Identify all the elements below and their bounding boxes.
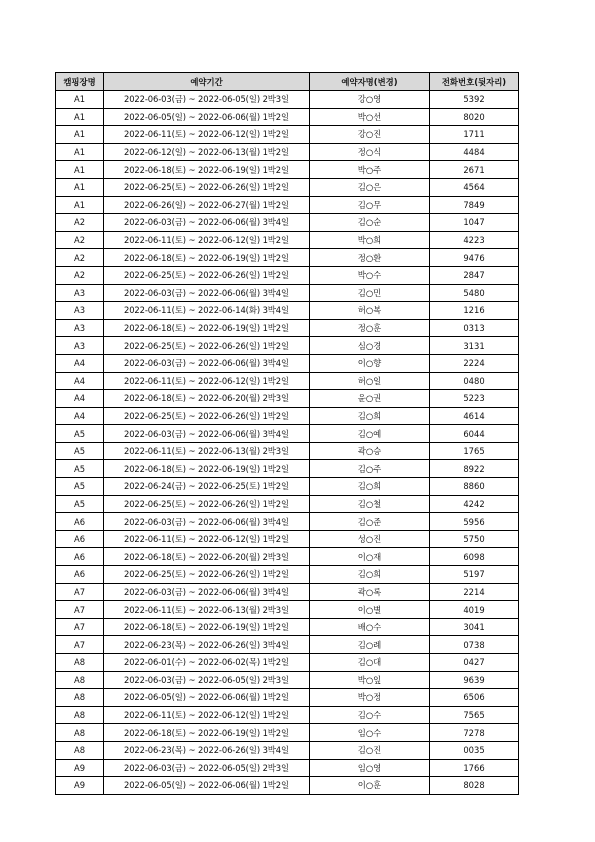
table-row: [56, 143, 519, 161]
campsite-cell: A8: [56, 671, 104, 689]
phone-cell: 1766: [430, 759, 519, 777]
campsite-cell: A8: [56, 741, 104, 759]
table-row: [56, 601, 519, 619]
reserver-cell: 이○재: [310, 548, 430, 566]
period-cell: 2022-06-03(금) ~ 2022-06-05(일) 2박3일: [104, 759, 310, 777]
table-row: [56, 724, 519, 742]
table-row: [56, 741, 519, 759]
reserver-cell: 박○잎: [310, 671, 430, 689]
phone-cell: 8020: [430, 108, 519, 126]
reserver-cell: 곽○록: [310, 583, 430, 601]
period-cell: 2022-06-01(수) ~ 2022-06-02(목) 1박2일: [104, 654, 310, 672]
period-cell: 2022-06-24(금) ~ 2022-06-25(토) 1박2일: [104, 478, 310, 496]
period-cell: 2022-06-11(토) ~ 2022-06-12(일) 1박2일: [104, 372, 310, 390]
phone-cell: 2671: [430, 161, 519, 179]
period-cell: 2022-06-18(토) ~ 2022-06-20(월) 2박3일: [104, 548, 310, 566]
reserver-cell: 박○선: [310, 108, 430, 126]
reserver-cell: 김○무: [310, 196, 430, 214]
phone-cell: 3041: [430, 618, 519, 636]
period-cell: 2022-06-18(토) ~ 2022-06-19(일) 1박2일: [104, 249, 310, 267]
campsite-cell: A7: [56, 618, 104, 636]
campsite-cell: A8: [56, 654, 104, 672]
period-cell: 2022-06-18(토) ~ 2022-06-20(월) 2박3일: [104, 390, 310, 408]
table-row: [56, 354, 519, 372]
campsite-cell: A4: [56, 407, 104, 425]
period-cell: 2022-06-11(토) ~ 2022-06-12(일) 1박2일: [104, 530, 310, 548]
period-cell: 2022-06-11(토) ~ 2022-06-13(월) 2박3일: [104, 442, 310, 460]
table-row: [56, 249, 519, 267]
period-cell: 2022-06-03(금) ~ 2022-06-06(월) 3박4일: [104, 214, 310, 232]
period-cell: 2022-06-11(토) ~ 2022-06-14(화) 3박4일: [104, 302, 310, 320]
table-row: [56, 337, 519, 355]
campsite-cell: A6: [56, 566, 104, 584]
table-row: [56, 583, 519, 601]
reserver-cell: 김○준: [310, 513, 430, 531]
period-cell: 2022-06-25(토) ~ 2022-06-26(일) 1박2일: [104, 407, 310, 425]
table-row: [56, 636, 519, 654]
phone-cell: 6044: [430, 425, 519, 443]
table-row: [56, 478, 519, 496]
period-cell: 2022-06-23(목) ~ 2022-06-26(일) 3박4일: [104, 741, 310, 759]
reservation-table: [55, 72, 519, 795]
period-cell: 2022-06-25(토) ~ 2022-06-26(일) 1박2일: [104, 495, 310, 513]
phone-cell: 8922: [430, 460, 519, 478]
period-cell: 2022-06-18(토) ~ 2022-06-19(일) 1박2일: [104, 724, 310, 742]
period-cell: 2022-06-23(목) ~ 2022-06-26(일) 3박4일: [104, 636, 310, 654]
reserver-cell: 김○민: [310, 284, 430, 302]
period-cell: 2022-06-11(토) ~ 2022-06-13(월) 2박3일: [104, 601, 310, 619]
period-cell: 2022-06-25(토) ~ 2022-06-26(일) 1박2일: [104, 566, 310, 584]
table-row: [56, 108, 519, 126]
reserver-cell: 김○예: [310, 425, 430, 443]
campsite-cell: A6: [56, 530, 104, 548]
reserver-cell: 김○진: [310, 741, 430, 759]
table-row: [56, 284, 519, 302]
period-cell: 2022-06-12(일) ~ 2022-06-13(월) 1박2일: [104, 143, 310, 161]
campsite-cell: A2: [56, 266, 104, 284]
reserver-cell: 정○환: [310, 249, 430, 267]
phone-cell: 5223: [430, 390, 519, 408]
reserver-cell: 윤○권: [310, 390, 430, 408]
period-cell: 2022-06-03(금) ~ 2022-06-06(월) 3박4일: [104, 354, 310, 372]
phone-cell: 0480: [430, 372, 519, 390]
table-row: [56, 390, 519, 408]
table-row: [56, 671, 519, 689]
table-row: [56, 495, 519, 513]
reserver-cell: 박○정: [310, 689, 430, 707]
campsite-cell: A3: [56, 319, 104, 337]
period-cell: 2022-06-18(토) ~ 2022-06-19(일) 1박2일: [104, 618, 310, 636]
reserver-cell: 정○훈: [310, 319, 430, 337]
reserver-cell: 박○희: [310, 231, 430, 249]
phone-cell: 0035: [430, 741, 519, 759]
reserver-cell: 강○진: [310, 126, 430, 144]
period-cell: 2022-06-25(토) ~ 2022-06-26(일) 1박2일: [104, 178, 310, 196]
campsite-cell: A8: [56, 724, 104, 742]
phone-cell: 4019: [430, 601, 519, 619]
table-row: [56, 425, 519, 443]
table-row: [56, 231, 519, 249]
table-row: [56, 566, 519, 584]
campsite-cell: A5: [56, 478, 104, 496]
campsite-cell: A6: [56, 513, 104, 531]
campsite-cell: A2: [56, 249, 104, 267]
campsite-cell: A1: [56, 91, 104, 109]
reserver-cell: 김○수: [310, 706, 430, 724]
period-cell: 2022-06-03(금) ~ 2022-06-05(일) 2박3일: [104, 671, 310, 689]
period-cell: 2022-06-18(토) ~ 2022-06-19(일) 1박2일: [104, 161, 310, 179]
phone-cell: 6098: [430, 548, 519, 566]
reserver-cell: 김○주: [310, 460, 430, 478]
reserver-cell: 정○식: [310, 143, 430, 161]
campsite-cell: A5: [56, 442, 104, 460]
table-row: [56, 372, 519, 390]
period-cell: 2022-06-25(토) ~ 2022-06-26(일) 1박2일: [104, 337, 310, 355]
campsite-cell: A4: [56, 354, 104, 372]
phone-cell: 5750: [430, 530, 519, 548]
phone-cell: 5197: [430, 566, 519, 584]
campsite-cell: A5: [56, 425, 104, 443]
campsite-cell: A4: [56, 372, 104, 390]
period-cell: 2022-06-26(일) ~ 2022-06-27(월) 1박2일: [104, 196, 310, 214]
table-row: [56, 161, 519, 179]
campsite-cell: A3: [56, 284, 104, 302]
phone-cell: 7565: [430, 706, 519, 724]
reserver-cell: 박○주: [310, 161, 430, 179]
phone-cell: 6506: [430, 689, 519, 707]
campsite-cell: A1: [56, 108, 104, 126]
campsite-cell: A1: [56, 143, 104, 161]
reserver-cell: 배○수: [310, 618, 430, 636]
table-row: [56, 548, 519, 566]
campsite-cell: A4: [56, 390, 104, 408]
phone-cell: 4484: [430, 143, 519, 161]
phone-cell: 4564: [430, 178, 519, 196]
campsite-cell: A2: [56, 231, 104, 249]
table-row: [56, 460, 519, 478]
campsite-cell: A9: [56, 759, 104, 777]
table-row: [56, 196, 519, 214]
period-cell: 2022-06-11(토) ~ 2022-06-12(일) 1박2일: [104, 126, 310, 144]
campsite-cell: A5: [56, 460, 104, 478]
period-cell: 2022-06-03(금) ~ 2022-06-06(월) 3박4일: [104, 583, 310, 601]
phone-cell: 1216: [430, 302, 519, 320]
campsite-cell: A3: [56, 337, 104, 355]
table-row: [56, 178, 519, 196]
period-cell: 2022-06-03(금) ~ 2022-06-06(월) 3박4일: [104, 425, 310, 443]
period-cell: 2022-06-03(금) ~ 2022-06-06(월) 3박4일: [104, 513, 310, 531]
phone-cell: 3131: [430, 337, 519, 355]
table-row: [56, 706, 519, 724]
phone-cell: 0427: [430, 654, 519, 672]
reserver-cell: 심○경: [310, 337, 430, 355]
phone-cell: 4242: [430, 495, 519, 513]
reserver-cell: 김○희: [310, 566, 430, 584]
phone-cell: 5392: [430, 91, 519, 109]
campsite-cell: A2: [56, 214, 104, 232]
reserver-cell: 김○순: [310, 214, 430, 232]
reserver-cell: 김○은: [310, 178, 430, 196]
campsite-cell: A1: [56, 161, 104, 179]
campsite-cell: A7: [56, 601, 104, 619]
reserver-cell: 강○영: [310, 91, 430, 109]
reserver-cell: 임○영: [310, 759, 430, 777]
campsite-cell: A1: [56, 126, 104, 144]
campsite-cell: A6: [56, 548, 104, 566]
header-reserver: 예약자명(변경): [310, 73, 430, 91]
header-phone: 전화번호(뒷자리): [430, 73, 519, 91]
period-cell: 2022-06-05(일) ~ 2022-06-06(월) 1박2일: [104, 108, 310, 126]
reserver-cell: 이○훈: [310, 777, 430, 795]
phone-cell: 4223: [430, 231, 519, 249]
reserver-cell: 김○희: [310, 478, 430, 496]
phone-cell: 2847: [430, 266, 519, 284]
phone-cell: 2214: [430, 583, 519, 601]
table-row: [56, 319, 519, 337]
table-row: [56, 442, 519, 460]
period-cell: 2022-06-05(일) ~ 2022-06-06(월) 1박2일: [104, 689, 310, 707]
phone-cell: 4614: [430, 407, 519, 425]
reserver-cell: 박○수: [310, 266, 430, 284]
campsite-cell: A1: [56, 178, 104, 196]
reserver-cell: 김○례: [310, 636, 430, 654]
period-cell: 2022-06-18(토) ~ 2022-06-19(일) 1박2일: [104, 460, 310, 478]
phone-cell: 1711: [430, 126, 519, 144]
table-row: [56, 530, 519, 548]
phone-cell: 7278: [430, 724, 519, 742]
reserver-cell: 이○향: [310, 354, 430, 372]
table-row: [56, 91, 519, 109]
table-row: [56, 407, 519, 425]
phone-cell: 0313: [430, 319, 519, 337]
table-body: [56, 91, 519, 795]
phone-cell: 8028: [430, 777, 519, 795]
table-header: [56, 73, 519, 91]
phone-cell: 1765: [430, 442, 519, 460]
period-cell: 2022-06-03(금) ~ 2022-06-06(월) 3박4일: [104, 284, 310, 302]
table-row: [56, 513, 519, 531]
reserver-cell: 성○진: [310, 530, 430, 548]
header-period: 예약기간: [104, 73, 310, 91]
reserver-cell: 김○철: [310, 495, 430, 513]
phone-cell: 2224: [430, 354, 519, 372]
reserver-cell: 김○희: [310, 407, 430, 425]
phone-cell: 8860: [430, 478, 519, 496]
period-cell: 2022-06-25(토) ~ 2022-06-26(일) 1박2일: [104, 266, 310, 284]
reservation-sheet: [55, 72, 518, 795]
table-row: [56, 214, 519, 232]
campsite-cell: A7: [56, 636, 104, 654]
reserver-cell: 이○별: [310, 601, 430, 619]
campsite-cell: A3: [56, 302, 104, 320]
table-row: [56, 654, 519, 672]
campsite-cell: A9: [56, 777, 104, 795]
campsite-cell: A8: [56, 689, 104, 707]
reserver-cell: 곽○승: [310, 442, 430, 460]
campsite-cell: A5: [56, 495, 104, 513]
reserver-cell: 김○대: [310, 654, 430, 672]
reserver-cell: 임○수: [310, 724, 430, 742]
table-row: [56, 618, 519, 636]
table-row: [56, 759, 519, 777]
period-cell: 2022-06-03(금) ~ 2022-06-05(일) 2박3일: [104, 91, 310, 109]
table-row: [56, 266, 519, 284]
campsite-cell: A8: [56, 706, 104, 724]
reserver-cell: 허○일: [310, 372, 430, 390]
reserver-cell: 허○복: [310, 302, 430, 320]
table-row: [56, 302, 519, 320]
header-campsite: 캠핑장명: [56, 73, 104, 91]
header-row: [56, 73, 519, 91]
phone-cell: 5956: [430, 513, 519, 531]
period-cell: 2022-06-05(일) ~ 2022-06-06(월) 1박2일: [104, 777, 310, 795]
campsite-cell: A1: [56, 196, 104, 214]
table-row: [56, 777, 519, 795]
period-cell: 2022-06-11(토) ~ 2022-06-12(일) 1박2일: [104, 231, 310, 249]
campsite-cell: A7: [56, 583, 104, 601]
phone-cell: 5480: [430, 284, 519, 302]
phone-cell: 1047: [430, 214, 519, 232]
phone-cell: 7849: [430, 196, 519, 214]
table-row: [56, 126, 519, 144]
phone-cell: 9639: [430, 671, 519, 689]
phone-cell: 9476: [430, 249, 519, 267]
table-row: [56, 689, 519, 707]
period-cell: 2022-06-11(토) ~ 2022-06-12(일) 1박2일: [104, 706, 310, 724]
period-cell: 2022-06-18(토) ~ 2022-06-19(일) 1박2일: [104, 319, 310, 337]
phone-cell: 0738: [430, 636, 519, 654]
